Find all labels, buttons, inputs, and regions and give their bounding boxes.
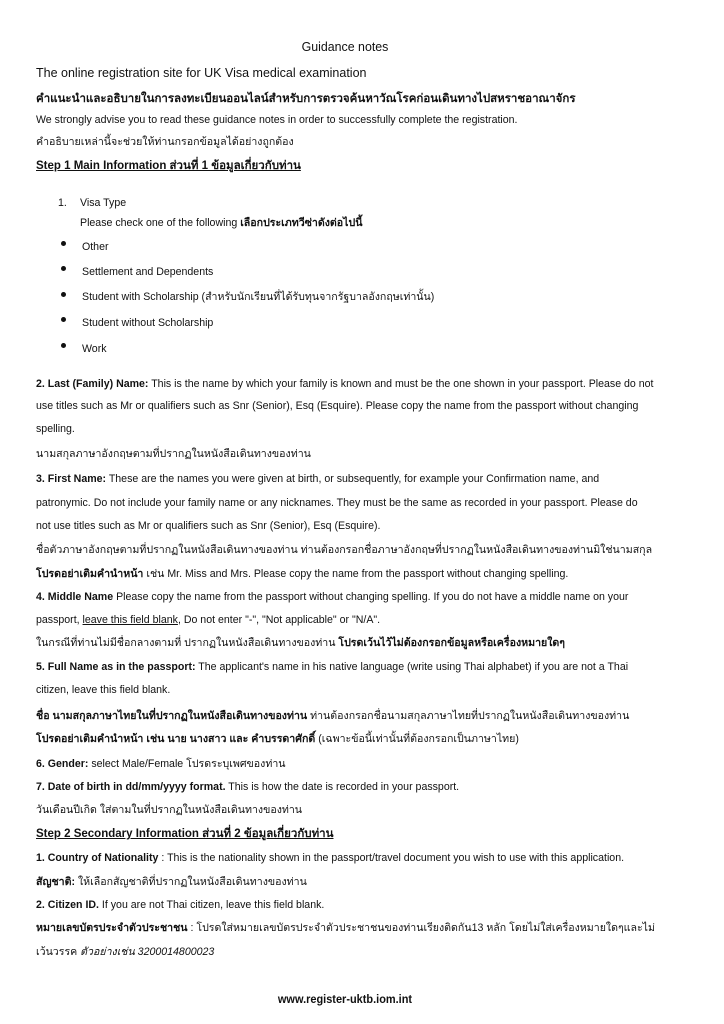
last-name-line-3: spelling.	[36, 423, 75, 435]
citizen-id-line: 2. Citizen ID. If you are not Thai citizen, leave this field blank.	[36, 899, 325, 911]
last-name-thai: นามสกุลภาษาอังกฤษตามที่ปรากฏในหนังสือเดินทางของท่าน	[36, 448, 311, 460]
bullet-icon	[61, 292, 66, 297]
step-1-heading: Step 1 Main Information ส่วนที่ 1 ข้อมูลเกี่ยวกับท่าน	[36, 160, 301, 172]
visa-option-other: Other	[82, 241, 109, 253]
page-title: Guidance notes	[301, 39, 389, 54]
full-name-line-1: 5. Full Name as in the passport: The applicant's name in his native language (write using Thai alphabet) if you are not a Thai	[36, 661, 629, 673]
bullet-icon	[61, 266, 66, 271]
last-name-line-2: use titles such as Mr or qualifiers such as Snr (Senior), Esq (Esquire). Please copy the name from the passport without changing	[36, 400, 639, 412]
citizen-id-thai-2: เว้นวรรค ตัวอย่างเช่น 3200014800023	[36, 946, 215, 958]
middle-name-label: 4. Middle Name	[36, 591, 114, 603]
visa-option-settlement: Settlement and Dependents	[82, 266, 214, 278]
visa-option-student-scholarship: Student with Scholarship (สำหรับนักเรียนที่ได้รับทุนจากรัฐบาลอังกฤษเท่านั้น)	[82, 291, 435, 303]
first-name-thai-1: ชื่อตัวภาษาอังกฤษตามที่ปรากฏในหนังสือเดินทางของท่าน ท่านต้องกรอกชื่อภาษาอังกฤษที่ปรากฏในหนังสือเดินทางของท่านมิใช่นามสกุล	[36, 544, 653, 556]
thai-heading: คำแนะนำและอธิบายในการลงทะเบียนออนไลน์สำหรับการตรวจค้นหาวัณโรคก่อนเดินทางไปสหราชอาณาจักร	[36, 93, 576, 105]
first-name-thai-2: โปรดอย่าเติมคำนำหน้า เช่น Mr. Miss and Mrs. Please copy the name from the passport without changing spelling.	[36, 568, 569, 580]
dob-line: 7. Date of birth in dd/mm/yyyy format. This is how the date is recorded in your passport.	[36, 781, 460, 793]
visa-option-work: Work	[82, 343, 107, 355]
dob-label: 7. Date of birth in dd/mm/yyyy format.	[36, 781, 226, 793]
last-name-line-1: 2. Last (Family) Name: This is the name by which your family is known and must be the one shown in your passport. Please do not	[36, 378, 654, 390]
middle-name-line-1: 4. Middle Name Please copy the name from the passport without changing spelling. If you do not have a middle name on your	[36, 591, 629, 603]
first-name-label: 3. First Name:	[36, 473, 107, 485]
middle-name-line-2: passport, leave this field blank, Do not enter "-", "Not applicable" or "N/A".	[36, 614, 381, 626]
step-2-heading: Step 2 Secondary Information ส่วนที่ 2 ข้อมูลเกี่ยวกับท่าน	[36, 828, 334, 840]
footer-url[interactable]: www.register-uktb.iom.int	[277, 994, 413, 1006]
citizen-id-thai-1: หมายเลขบัตรประจำตัวประชาชน : โปรดใส่หมายเลขบัตรประจำตัวประชาชนของท่านเรียงติดกัน13 หลัก โดยไม่ใส่เครื่องหมายใดๆและไม่	[36, 922, 655, 934]
visa-number: 1.	[58, 197, 67, 209]
bullet-icon	[61, 317, 66, 322]
gender-label: 6. Gender:	[36, 758, 89, 770]
visa-option-student-no-scholarship: Student without Scholarship	[82, 317, 214, 329]
first-name-line-2: patronymic. Do not include your family name or any nicknames. They must be the same as recorded in your passport. Please do	[36, 497, 638, 509]
nationality-thai: สัญชาติ: ให้เลือกสัญชาติที่ปรากฏในหนังสือเดินทางของท่าน	[36, 876, 307, 888]
nationality-line: 1. Country of Nationality : This is the nationality shown in the passport/travel document you wish to use with this application.	[36, 852, 625, 864]
first-name-line-1: 3. First Name: These are the names you were given at birth, or subsequently, for example your Confirmation name, and	[36, 473, 600, 485]
intro-th: คำอธิบายเหล่านี้จะช่วยให้ท่านกรอกข้อมูลได้อย่างถูกต้อง	[36, 136, 294, 148]
full-name-thai-1: ชื่อ นามสกุลภาษาไทยในที่ปรากฏในหนังสือเดินทางของท่าน ท่านต้องกรอกชื่อนามสกุลภาษาไทยที่ปรากฏในหนังสือเดินทางของท่าน	[36, 710, 630, 722]
citizen-id-label: 2. Citizen ID.	[36, 899, 99, 911]
full-name-label: 5. Full Name as in the passport:	[36, 661, 196, 673]
last-name-label: 2. Last (Family) Name:	[36, 378, 149, 390]
visa-instruction-th: เลือกประเภทวีซ่าดังต่อไปนี้	[240, 217, 363, 229]
bullet-icon	[61, 343, 66, 348]
gender-line: 6. Gender: select Male/Female โปรดระบุเพศของท่าน	[36, 758, 286, 770]
intro-en: We strongly advise you to read these guidance notes in order to successfully complete the registration.	[36, 114, 518, 126]
subtitle: The online registration site for UK Visa medical examination	[36, 66, 367, 80]
first-name-line-3: not use titles such as Mr or qualifiers such as Snr (Senior), Esq (Esquire).	[36, 520, 381, 532]
dob-thai: วันเดือนปีเกิด ใส่ตามในที่ปรากฏในหนังสือเดินทางของท่าน	[36, 804, 303, 816]
visa-instruction-en: Please check one of the following	[80, 217, 241, 229]
visa-label: Visa Type	[80, 197, 127, 209]
nationality-label: 1. Country of Nationality	[36, 852, 159, 864]
full-name-line-2: citizen, leave this field blank.	[36, 684, 171, 696]
bullet-icon	[61, 241, 66, 246]
full-name-thai-2: โปรดอย่าเติมคำนำหน้า เช่น นาย นางสาว และ คำบรรดาศักดิ์ (เฉพาะข้อนี้เท่านั้นที่ต้องกรอกเป็นภาษาไทย)	[36, 733, 519, 745]
visa-instruction	[80, 216, 362, 230]
middle-name-thai: ในกรณีที่ท่านไม่มีชื่อกลางตามที่ ปรากฏในหนังสือเดินทางของท่าน โปรดเว้นไว้ไม่ต้องกรอกข้อมูลหรือเครื่องหมายใดๆ	[36, 637, 565, 649]
